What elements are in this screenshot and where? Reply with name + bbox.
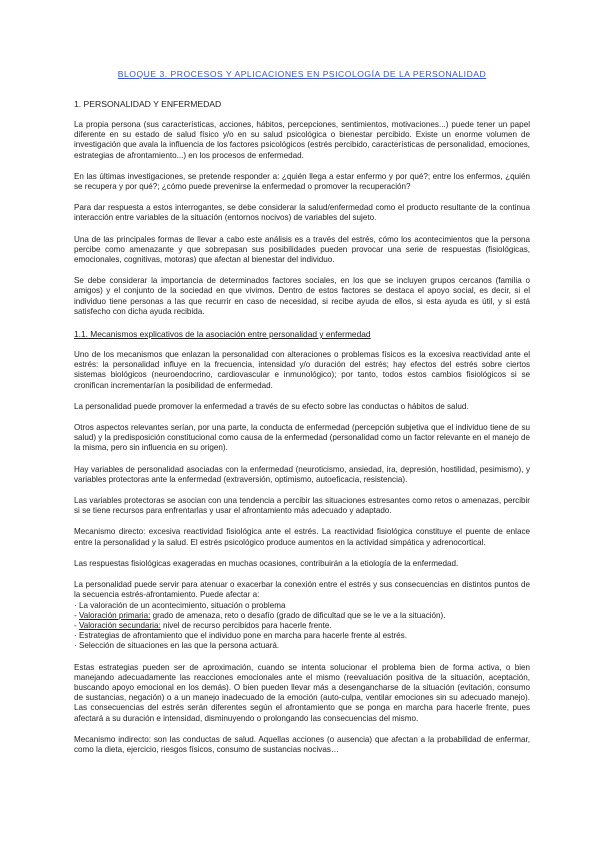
list-item: · La valoración de un acontecimiento, situación o problema [74,600,286,610]
paragraph: Mecanismo indirecto: son las conductas de salud. Aquellas acciones (o ausencia) que afectan a la probabilidad de enfermar, como la dieta, ejercicio, riesgos físicos, consumo de sustancias nocivas… [74,734,530,754]
list-item: - Valoración primaria: grado de amenaza, reto o desafío (grado de dificultad que se le ve a la situación). [74,610,446,620]
section-title-personalidad-enfermedad: 1. PERSONALIDAD Y ENFERMEDAD [74,99,222,109]
list-item: - Valoración secundaria: nivel de recurso percibidos para hacerle frente. [74,620,332,630]
paragraph: Se debe considerar la importancia de determinados factores sociales, en los que se incluyen grupos cercanos (familia o amigos) y el conjunto de la sociedad en que vivimos. Dentro de estos factores se destaca el apoyo social, es decir, si el individuo tiene personas a las que recurrir en caso de necesidad, si recibe ayuda de ellos, si esta ayuda es útil, y si está satisfecho con dicha ayuda recibida. [74,276,530,316]
paragraph: Uno de los mecanismos que enlazan la personalidad con alteraciones o problemas físicos es la excesiva reactividad ante el estrés: la personalidad influye en la frecuencia, intensidad y/o duración del estrés; hay efectos del estrés sobre ciertos sistemas biológicos (neuroendocrino, cardiovascular e inmunológico); por tanto, todos estos cambios fisiológicos si se cronifican incrementarían la posibilidad de enfermedad. [74,350,530,390]
term-valoracion-primaria: Valoración primaria: [78,610,151,620]
subsection-title-mecanismos: 1.1. Mecanismos explicativos de la asociación entre personalidad y enfermedad [74,329,371,340]
paragraph: Las respuestas fisiológicas exageradas en muchas ocasiones, contribuirán a la etiología de la enfermedad. [74,558,459,568]
list-item-text: nivel de recurso percibidos para hacerle frente. [160,620,332,630]
paragraph: Una de las principales formas de llevar a cabo este análisis es a través del estrés, cómo los acontecimientos que la persona percibe como amenazante y que sobrepasan sus posibilidades pueden provocar una serie de respuestas (fisiológicas, emocionales, cognitivas, motoras) que afectan al bienestar del individuo. [74,234,530,265]
term-valoracion-secundaria: Valoración secundaria: [78,620,161,630]
affect-list [74,601,530,652]
list-item: · Estrategias de afrontamiento que el individuo pone en marcha para hacerle frente al estrés. [74,631,407,641]
paragraph: Hay variables de personalidad asociadas con la enfermedad (neuroticismo, ansiedad, ira, depresión, hostilidad, pesimismo), y variables protectoras ante la enfermedad (extraversión, optimismo, autoeficacia, resistencia). [74,464,530,484]
block-header: BLOQUE 3. PROCESOS Y APLICACIONES EN PSICOLOGÍA DE LA PERSONALIDAD [117,69,487,79]
paragraph: Para dar respuesta a estos interrogantes, se debe considerar la salud/enfermedad como el producto resultante de la continua interacción entre variables de la situación (entornos nocivos) de variables del sujeto. [74,203,530,223]
list-item: · Selección de situaciones en las que la persona actuará. [74,641,280,651]
paragraph: Las variables protectoras se asocian con una tendencia a percibir las situaciones estresantes como retos o amenazas, percibir si se tiene recursos para enfrentarlas y usar el afrontamiento más adecuado y adaptado. [74,496,530,516]
list-item-text: grado de amenaza, reto o desafío (grado de dificultad que se le ve a la situación). [150,610,446,620]
paragraph: Otros aspectos relevantes serían, por una parte, la conducta de enfermedad (percepción subjetiva que el individuo tiene de su salud) y la predisposición constitucional como causa de la enfermedad (personalidad como un factor relevante en el manejo de la misma, pero sin influencia en su origen). [74,423,530,453]
paragraph: Estas estrategias pueden ser de aproximación, cuando se intenta solucionar el problema bien de forma activa, o bien manejando adecuadamente las reacciones emocionales ante el mismo (reevaluación positiva de la situación, aceptación, buscando apoyo emocional en los demás). O bien pueden llevar más a desengancharse de la situación (evitación, consumo de sustancias, negación) o a un manejo inadecuado de la emoción (auto-culpa, ventilar emociones sin su adecuado manejo). Las consecuencias del estrés serán diferentes según el afrontamiento que se ponga en marcha para hacerle frente, pues afectará a su duración e intensidad, disminuyendo o prolongando las consecuencias del mismo. [74,662,530,723]
paragraph: La propia persona (sus características, acciones, hábitos, percepciones, sentimientos, motivaciones...) puede tener un papel diferente en su estado de salud físico y/o en su salud psicológica o bienestar percibido. Existe un enorme volumen de investigación que avala la influencia de los factores psicológicos (estrés percibido, características de personalidad, emociones, estrategias de afrontamiento...) en los procesos de enfermedad. [74,120,530,160]
paragraph: Mecanismo directo: excesiva reactividad fisiológica ante el estrés. La reactividad fisiológica constituye el puente de enlace entre la personalidad y la salud. El estrés psicológico produce aumentos en la actividad simpática y adrenocortical. [74,527,530,547]
paragraph: La personalidad puede promover la enfermedad a través de su efecto sobre las conductas o hábitos de salud. [74,401,469,411]
paragraph: En las últimas investigaciones, se pretende responder a: ¿quién llega a estar enfermo y por qué?; entre los enfermos, ¿quién se recupera y por qué?; ¿cómo puede prevenirse la enfermedad o promover la recuperación? [74,171,530,192]
document-page [74,68,530,766]
paragraph: La personalidad puede servir para atenuar o exacerbar la conexión entre el estrés y sus consecuencias en distintos puntos de la secuencia estrés-afrontamiento. Puede afectar a: [74,580,530,600]
